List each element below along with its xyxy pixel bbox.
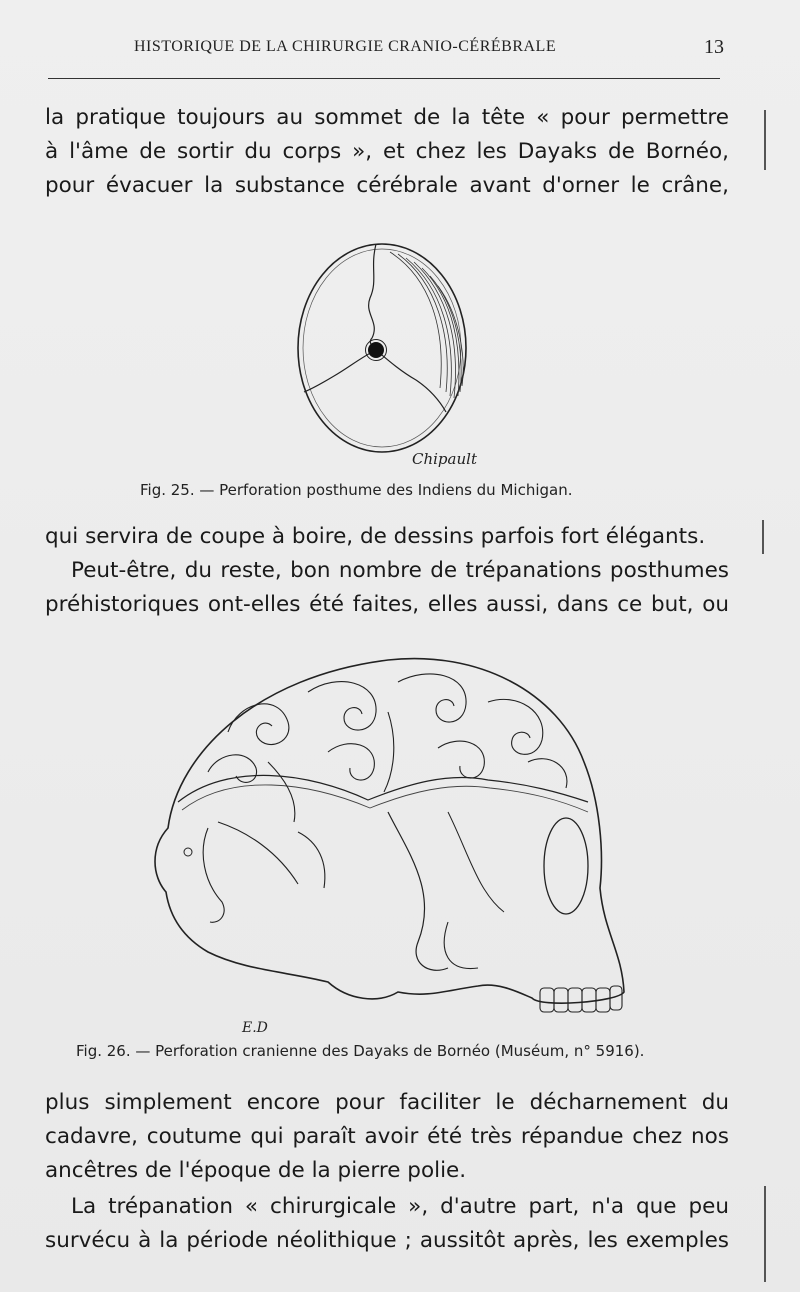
paragraph-1: [45, 101, 729, 203]
text-line: plus simplement encore pour faciliter le décharnement du: [45, 1090, 729, 1115]
figure-26-decorated-skull: [148, 652, 638, 1040]
figure-26-caption: Fig. 26. — Perforation cranienne des Dayaks de Bornéo (Muséum, n° 5916).: [76, 1042, 645, 1060]
text-line: pour évacuer la substance cérébrale avant d'orner le crâne,: [45, 173, 729, 198]
page-header: [48, 36, 724, 66]
running-title: HISTORIQUE DE LA CHIRURGIE CRANIO-CÉRÉBRALE: [134, 38, 557, 55]
paragraph-5: [45, 1190, 729, 1258]
text-line: ancêtres de l'époque de la pierre polie.: [45, 1158, 467, 1183]
text-line: survécu à la période néolithique ; aussitôt après, les exemples: [45, 1228, 729, 1253]
figure-26-signature: E.D: [242, 1020, 268, 1036]
paragraph-2: [45, 520, 729, 554]
paragraph-4: [45, 1086, 729, 1188]
figure-25-skull-top-view: [290, 238, 490, 470]
text-line: préhistoriques ont-elles été faites, elles aussi, dans ce but, ou: [45, 592, 729, 617]
margin-mark: [762, 520, 764, 554]
text-line: cadavre, coutume qui paraît avoir été très répandue chez nos: [45, 1124, 729, 1149]
page-number: 13: [704, 36, 724, 58]
text-line: qui servira de coupe à boire, de dessins parfois fort élégants.: [45, 524, 706, 549]
header-rule: [48, 78, 720, 79]
margin-mark: [764, 1186, 766, 1282]
paragraph-3: [45, 554, 729, 622]
text-line: à l'âme de sortir du corps », et chez les Dayaks de Bornéo,: [45, 139, 729, 164]
figure-25-signature: Chipault: [412, 450, 477, 468]
text-line: La trépanation « chirurgicale », d'autre part, n'a que peu: [71, 1194, 729, 1219]
text-line: Peut-être, du reste, bon nombre de trépanations posthumes: [71, 558, 729, 583]
margin-mark: [764, 110, 766, 170]
figure-25-caption: Fig. 25. — Perforation posthume des Indiens du Michigan.: [140, 481, 573, 499]
text-line: la pratique toujours au sommet de la tête « pour permettre: [45, 105, 729, 130]
